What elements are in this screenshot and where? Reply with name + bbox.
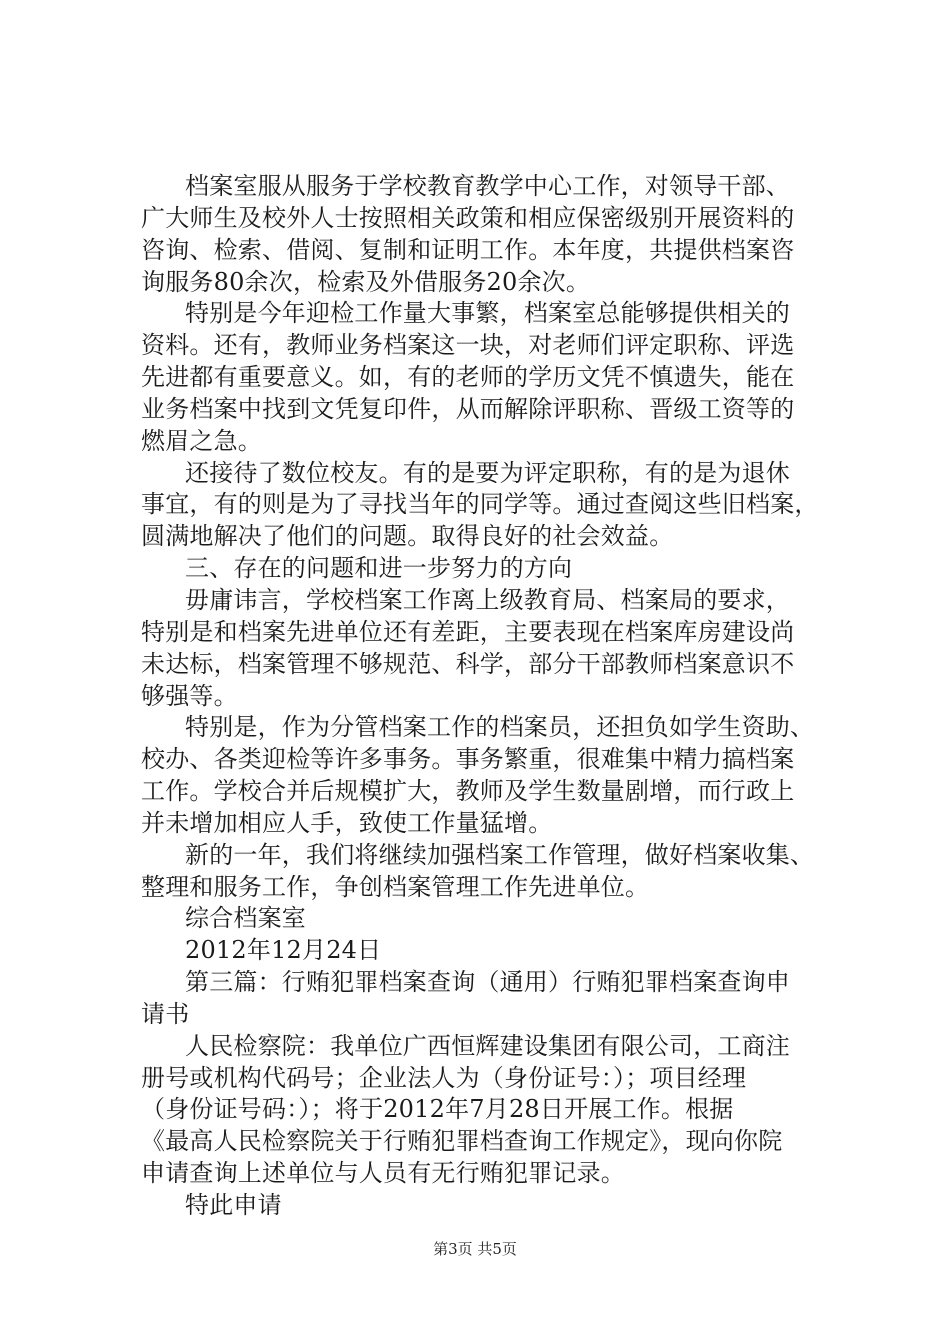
text-line: 圆满地解决了他们的问题。取得良好的社会效益。 bbox=[141, 522, 674, 551]
text-line: 燃眉之急。 bbox=[141, 426, 262, 455]
document-body bbox=[141, 171, 841, 1222]
text-line: 还接待了数位校友。有的是要为评定职称，有的是为退休 bbox=[185, 458, 790, 487]
signature-date: 2012年12月24日 bbox=[185, 936, 382, 965]
text-line: 先进都有重要意义。如，有的老师的学历文凭不慎遗失，能在 bbox=[141, 363, 795, 392]
signature-org: 综合档案室 bbox=[185, 904, 306, 933]
text-line: 新的一年，我们将继续加强档案工作管理，做好档案收集、 bbox=[185, 840, 815, 869]
text-line: 申请查询上述单位与人员有无行贿犯罪记录。 bbox=[141, 1159, 625, 1188]
text-line: 业务档案中找到文凭复印件，从而解除评职称、晋级工资等的 bbox=[141, 394, 795, 423]
text-line: 够强等。 bbox=[141, 681, 238, 710]
text-line: 广大师生及校外人士按照相关政策和相应保密级别开展资料的 bbox=[141, 203, 795, 232]
text-line: 校办、各类迎检等许多事务。事务繁重，很难集中精力搞档案 bbox=[141, 745, 795, 774]
text-line: 工作。学校合并后规模扩大，教师及学生数量剧增，而行政上 bbox=[141, 777, 795, 806]
text-line: 特别是今年迎检工作量大事繁，档案室总能够提供相关的 bbox=[185, 299, 790, 328]
text-line: 整理和服务工作，争创档案管理工作先进单位。 bbox=[141, 872, 650, 901]
text-line: 人民检察院：我单位广西恒辉建设集团有限公司，工商注 bbox=[185, 1031, 790, 1060]
text-line: 册号或机构代码号；企业法人为（身份证号：）；项目经理 bbox=[141, 1063, 747, 1092]
text-line: 资料。还有，教师业务档案这一块，对老师们评定职称、评选 bbox=[141, 331, 795, 360]
text-line: 未达标，档案管理不够规范、科学，部分干部教师档案意识不 bbox=[141, 649, 795, 678]
text-line: 咨询、检索、借阅、复制和证明工作。本年度，共提供档案咨 bbox=[141, 235, 795, 264]
text-line: 询服务80余次，检索及外借服务20余次。 bbox=[141, 267, 591, 296]
text-line: 档案室服从服务于学校教育教学中心工作，对领导干部、 bbox=[185, 172, 790, 200]
page-number: 第3页 共5页 bbox=[433, 1240, 517, 1258]
closing-line: 特此申请 bbox=[185, 1191, 282, 1219]
text-line: 请书 bbox=[141, 999, 190, 1028]
section-heading: 三、存在的问题和进一步努力的方向 bbox=[185, 554, 573, 583]
text-line: 特别是，作为分管档案工作的档案员，还担负如学生资助、 bbox=[185, 713, 815, 742]
text-line: 《最高人民检察院关于行贿犯罪档查询工作规定》，现向你院 bbox=[141, 1127, 783, 1156]
text-line: 事宜，有的则是为了寻找当年的同学等。通过查阅这些旧档案， bbox=[141, 490, 819, 519]
text-line: （身份证号码：）；将于2012年7月28日开展工作。根据 bbox=[141, 1095, 734, 1124]
section-heading: 第三篇：行贿犯罪档案查询（通用）行贿犯罪档案查询申 bbox=[185, 968, 790, 997]
text-line: 并未增加相应人手，致使工作量猛增。 bbox=[141, 808, 553, 837]
text-line: 特别是和档案先进单位还有差距，主要表现在档案库房建设尚 bbox=[141, 617, 795, 646]
text-line: 毋庸讳言，学校档案工作离上级教育局、档案局的要求， bbox=[185, 585, 790, 614]
